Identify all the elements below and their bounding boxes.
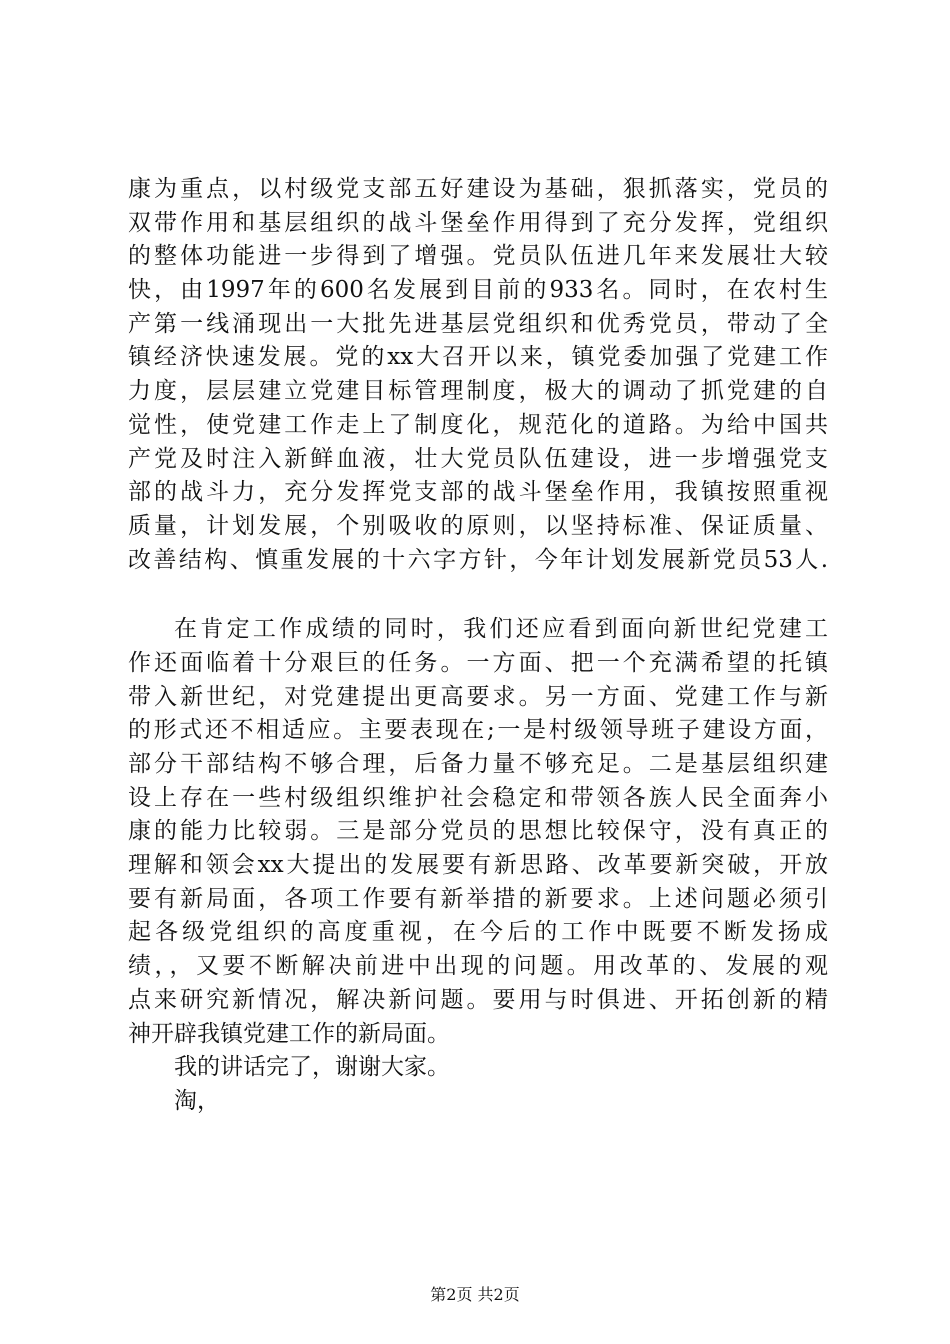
text-line: 力度，层层建立党建目标管理制度，极大的调动了抓党建的自 xyxy=(128,378,828,405)
text-line: 产第一线涌现出一大批先进基层党组织和优秀党员，带动了全 xyxy=(128,310,828,337)
text-line: 绩，，又要不断解决前进中出现的问题。用改革的、发展的观 xyxy=(128,953,828,980)
text-line: 部分干部结构不够合理，后备力量不够充足。二是基层组织建 xyxy=(128,751,828,777)
paragraph-spacer xyxy=(128,577,828,613)
text-line: 的整体功能进一步得到了增强。党员队伍进几年来发展壮大较 xyxy=(128,243,828,270)
text-line: 部的战斗力，充分发挥党支部的战斗堡垒作用，我镇按照重视 xyxy=(128,479,828,506)
text-line: 神开辟我镇党建工作的新局面。 xyxy=(128,1020,450,1047)
trailing-line: 淘， xyxy=(174,1087,220,1114)
text-line: 要有新局面，各项工作要有新举措的新要求。上述问题必须引 xyxy=(128,885,828,912)
text-line: 产党及时注入新鲜血液，壮大党员队伍建设，进一步增强党支 xyxy=(128,445,828,472)
text-line: 点来研究新情况，解决新问题。要用与时俱进、开拓创新的精 xyxy=(128,986,828,1013)
closing-line: 我的讲话完了，谢谢大家。 xyxy=(174,1054,450,1081)
text-line: 觉性，使党建工作走上了制度化，规范化的道路。为给中国共 xyxy=(128,411,828,438)
text-line: 改善结构、慎重发展的十六字方针，今年计划发展新党员53人. xyxy=(128,546,828,573)
text-line: 理解和领会xx大提出的发展要有新思路、改革要新突破，开放 xyxy=(128,852,828,879)
text-line: 设上存在一些村级组织维护社会稳定和带领各族人民全面奔小 xyxy=(128,784,828,811)
paragraph-2 xyxy=(128,613,828,1051)
text-line: 质量，计划发展，个别吸收的原则，以坚持标准、保证质量、 xyxy=(128,512,828,539)
text-line: 快，由1997年的600名发展到目前的933名。同时，在农村生 xyxy=(128,277,828,304)
text-line: 带入新世纪，对党建提出更高要求。另一方面、党建工作与新 xyxy=(128,683,828,710)
page-footer: 第2页 共2页 xyxy=(430,1285,520,1304)
text-line: 的形式还不相适应。主要表现在;一是村级领导班子建设方面， xyxy=(128,717,828,744)
paragraph-1 xyxy=(128,173,828,577)
text-line: 镇经济快速发展。党的xx大召开以来，镇党委加强了党建工作 xyxy=(128,344,828,371)
text-line: 康为重点，以村级党支部五好建设为基础，狠抓落实，党员的 xyxy=(128,176,828,202)
text-line: 作还面临着十分艰巨的任务。一方面、把一个充满希望的托镇 xyxy=(128,649,828,676)
text-line: 双带作用和基层组织的战斗堡垒作用得到了充分发挥，党组织 xyxy=(128,209,828,236)
document-body xyxy=(128,173,828,1119)
text-line: 在肯定工作成绩的同时，我们还应看到面向新世纪党建工 xyxy=(174,616,828,643)
text-line: 起各级党组织的高度重视，在今后的工作中既要不断发扬成 xyxy=(128,919,828,946)
text-line: 康的能力比较弱。三是部分党员的思想比较保守，没有真正的 xyxy=(128,818,828,845)
